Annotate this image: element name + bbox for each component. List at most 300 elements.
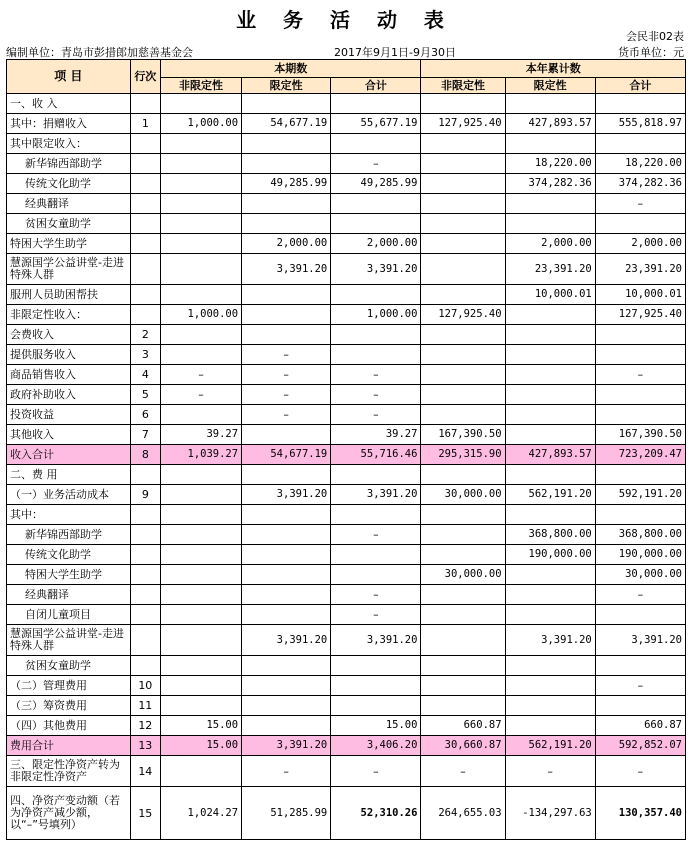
value-cell: 23,391.20 <box>595 254 685 285</box>
value-cell: 2,000.00 <box>331 234 421 254</box>
table-row <box>7 425 686 445</box>
value-cell <box>242 525 331 545</box>
row-line-number <box>130 254 160 285</box>
value-cell <box>331 696 421 716</box>
value-cell: 3,391.20 <box>331 625 421 656</box>
row-line-number: 7 <box>130 425 160 445</box>
row-line-number: 4 <box>130 365 160 385</box>
value-cell: – <box>331 756 421 787</box>
value-cell: 3,406.20 <box>331 736 421 756</box>
value-cell <box>331 465 421 485</box>
value-cell <box>505 565 595 585</box>
row-label: 提供服务收入 <box>7 345 131 365</box>
value-cell: 3,391.20 <box>242 485 331 505</box>
row-line-number: 13 <box>130 736 160 756</box>
table-row <box>7 174 686 194</box>
value-cell <box>242 325 331 345</box>
value-cell: 374,282.36 <box>595 174 685 194</box>
value-cell: – <box>421 756 505 787</box>
value-cell <box>242 214 331 234</box>
value-cell: 54,677.19 <box>242 445 331 465</box>
value-cell <box>505 716 595 736</box>
row-line-number <box>130 154 160 174</box>
value-cell <box>331 565 421 585</box>
value-cell <box>421 656 505 676</box>
value-cell <box>161 465 242 485</box>
row-line-number: 12 <box>130 716 160 736</box>
value-cell <box>421 174 505 194</box>
value-cell: 1,039.27 <box>161 445 242 465</box>
value-cell: 1,000.00 <box>331 305 421 325</box>
value-cell <box>161 134 242 154</box>
row-line-number <box>130 505 160 525</box>
value-cell <box>331 676 421 696</box>
row-line-number: 3 <box>130 345 160 365</box>
table-row <box>7 234 686 254</box>
row-line-number <box>130 585 160 605</box>
value-cell <box>242 94 331 114</box>
value-cell: – <box>242 365 331 385</box>
row-label: 收入合计 <box>7 445 131 465</box>
value-cell <box>161 565 242 585</box>
value-cell <box>505 465 595 485</box>
value-cell: – <box>161 385 242 405</box>
value-cell <box>242 585 331 605</box>
value-cell <box>421 625 505 656</box>
value-cell <box>595 656 685 676</box>
value-cell <box>161 625 242 656</box>
value-cell: 368,800.00 <box>505 525 595 545</box>
table-body <box>7 94 686 840</box>
row-line-number: 10 <box>130 676 160 696</box>
row-label: （四）其他费用 <box>7 716 131 736</box>
value-cell <box>505 585 595 605</box>
value-cell <box>505 425 595 445</box>
value-cell <box>505 214 595 234</box>
value-cell <box>595 214 685 234</box>
table-row <box>7 787 686 840</box>
value-cell: 39.27 <box>331 425 421 445</box>
value-cell <box>242 696 331 716</box>
value-cell: – <box>331 365 421 385</box>
value-cell <box>505 405 595 425</box>
report-title: 业 务 活 动 表 <box>236 8 454 32</box>
value-cell <box>161 545 242 565</box>
value-cell <box>161 154 242 174</box>
table-row <box>7 325 686 345</box>
row-label: 慧源国学公益讲堂-走进特殊人群 <box>7 254 131 285</box>
value-cell <box>161 234 242 254</box>
value-cell <box>595 94 685 114</box>
header-ytd-total: 合计 <box>595 78 685 94</box>
value-cell <box>421 345 505 365</box>
value-cell <box>331 656 421 676</box>
value-cell <box>331 94 421 114</box>
row-label: 慧源国学公益讲堂-走进特殊人群 <box>7 625 131 656</box>
row-line-number <box>130 525 160 545</box>
value-cell: 15.00 <box>161 716 242 736</box>
value-cell: 39.27 <box>161 425 242 445</box>
value-cell: 3,391.20 <box>242 625 331 656</box>
value-cell: – <box>331 385 421 405</box>
report-meta <box>6 44 684 58</box>
value-cell <box>161 174 242 194</box>
value-cell: 167,390.50 <box>595 425 685 445</box>
value-cell: 562,191.20 <box>505 485 595 505</box>
row-label: 传统文化助学 <box>7 174 131 194</box>
row-line-number: 8 <box>130 445 160 465</box>
row-line-number <box>130 465 160 485</box>
value-cell <box>161 194 242 214</box>
row-line-number <box>130 194 160 214</box>
value-cell: 3,391.20 <box>505 625 595 656</box>
value-cell <box>242 305 331 325</box>
table-row <box>7 525 686 545</box>
table-row <box>7 285 686 305</box>
value-cell <box>505 676 595 696</box>
value-cell <box>505 605 595 625</box>
value-cell <box>505 656 595 676</box>
table-row <box>7 676 686 696</box>
value-cell <box>505 385 595 405</box>
row-label: （三）筹资费用 <box>7 696 131 716</box>
row-line-number: 14 <box>130 756 160 787</box>
value-cell <box>242 545 331 565</box>
value-cell: 15.00 <box>331 716 421 736</box>
table-row <box>7 625 686 656</box>
value-cell: 3,391.20 <box>331 254 421 285</box>
value-cell: – <box>242 385 331 405</box>
row-line-number: 15 <box>130 787 160 840</box>
row-line-number: 1 <box>130 114 160 134</box>
value-cell <box>242 285 331 305</box>
table-row <box>7 385 686 405</box>
value-cell <box>421 676 505 696</box>
value-cell <box>331 285 421 305</box>
value-cell: 49,285.99 <box>242 174 331 194</box>
row-line-number: 9 <box>130 485 160 505</box>
value-cell: – <box>331 585 421 605</box>
table-row <box>7 254 686 285</box>
value-cell <box>161 505 242 525</box>
period-label: 2017年9月1日-9月30日 <box>334 46 456 59</box>
value-cell <box>505 94 595 114</box>
row-label: 新华锦西部助学 <box>7 525 131 545</box>
value-cell: – <box>595 676 685 696</box>
value-cell <box>161 656 242 676</box>
value-cell <box>421 194 505 214</box>
value-cell <box>595 465 685 485</box>
value-cell <box>242 154 331 174</box>
header-ytd-unrestricted: 非限定性 <box>421 78 505 94</box>
table-row <box>7 605 686 625</box>
header-ytd: 本年累计数 <box>421 60 686 78</box>
value-cell: – <box>595 194 685 214</box>
value-cell: 49,285.99 <box>331 174 421 194</box>
value-cell <box>595 325 685 345</box>
value-cell <box>242 676 331 696</box>
value-cell <box>421 365 505 385</box>
row-label: 其他收入 <box>7 425 131 445</box>
value-cell <box>331 505 421 525</box>
row-label: 贫困女童助学 <box>7 214 131 234</box>
row-line-number: 5 <box>130 385 160 405</box>
value-cell <box>421 254 505 285</box>
activity-table <box>6 59 686 840</box>
row-line-number <box>130 134 160 154</box>
value-cell: 562,191.20 <box>505 736 595 756</box>
value-cell <box>421 605 505 625</box>
value-cell <box>421 696 505 716</box>
value-cell: – <box>595 585 685 605</box>
row-line-number <box>130 285 160 305</box>
value-cell <box>331 345 421 365</box>
header-ytd-restricted: 限定性 <box>505 78 595 94</box>
value-cell: 52,310.26 <box>331 787 421 840</box>
value-cell <box>595 505 685 525</box>
value-cell <box>505 305 595 325</box>
table-row <box>7 214 686 234</box>
row-label: 特困大学生助学 <box>7 565 131 585</box>
value-cell: 18,220.00 <box>595 154 685 174</box>
row-line-number <box>130 214 160 234</box>
value-cell <box>242 565 331 585</box>
value-cell <box>242 134 331 154</box>
value-cell: – <box>331 605 421 625</box>
value-cell: -134,297.63 <box>505 787 595 840</box>
value-cell: 555,818.97 <box>595 114 685 134</box>
value-cell: 167,390.50 <box>421 425 505 445</box>
value-cell <box>421 505 505 525</box>
value-cell: – <box>505 756 595 787</box>
value-cell: 10,000.01 <box>505 285 595 305</box>
row-label: 贫困女童助学 <box>7 656 131 676</box>
value-cell <box>505 194 595 214</box>
value-cell: 2,000.00 <box>242 234 331 254</box>
value-cell <box>242 194 331 214</box>
table-row <box>7 545 686 565</box>
value-cell <box>242 505 331 525</box>
row-line-number: 6 <box>130 405 160 425</box>
row-label: （二）管理费用 <box>7 676 131 696</box>
value-cell: 18,220.00 <box>505 154 595 174</box>
value-cell: 15.00 <box>161 736 242 756</box>
header-current: 本期数 <box>161 60 421 78</box>
value-cell: 295,315.90 <box>421 445 505 465</box>
row-label: 新华锦西部助学 <box>7 154 131 174</box>
value-cell: 30,000.00 <box>421 485 505 505</box>
row-label: 其中： <box>7 505 131 525</box>
value-cell <box>331 194 421 214</box>
form-code: 会民非02表 <box>626 30 684 43</box>
value-cell: 127,925.40 <box>595 305 685 325</box>
table-row <box>7 736 686 756</box>
value-cell: 3,391.20 <box>331 485 421 505</box>
value-cell <box>505 696 595 716</box>
table-row <box>7 94 686 114</box>
row-label: 经典翻译 <box>7 194 131 214</box>
value-cell: 2,000.00 <box>595 234 685 254</box>
row-line-number <box>130 565 160 585</box>
table-row <box>7 114 686 134</box>
value-cell: – <box>595 756 685 787</box>
header-cur-unrestricted: 非限定性 <box>161 78 242 94</box>
value-cell: 55,716.46 <box>331 445 421 465</box>
value-cell <box>421 385 505 405</box>
table-row <box>7 445 686 465</box>
value-cell: 723,209.47 <box>595 445 685 465</box>
header-line: 行次 <box>130 60 160 94</box>
value-cell <box>161 94 242 114</box>
value-cell <box>421 134 505 154</box>
row-line-number <box>130 625 160 656</box>
value-cell: 427,893.57 <box>505 445 595 465</box>
value-cell <box>161 325 242 345</box>
row-label: 服刑人员助困帮扶 <box>7 285 131 305</box>
value-cell: – <box>331 154 421 174</box>
table-row <box>7 696 686 716</box>
value-cell: 660.87 <box>421 716 505 736</box>
row-label: 投资收益 <box>7 405 131 425</box>
table-row <box>7 305 686 325</box>
row-label: 政府补助收入 <box>7 385 131 405</box>
row-label: 一、收 入 <box>7 94 131 114</box>
row-label: 特困大学生助学 <box>7 234 131 254</box>
value-cell <box>331 214 421 234</box>
value-cell: 374,282.36 <box>505 174 595 194</box>
value-cell: 264,655.03 <box>421 787 505 840</box>
value-cell: 592,852.07 <box>595 736 685 756</box>
row-label: 传统文化助学 <box>7 545 131 565</box>
value-cell <box>505 365 595 385</box>
value-cell: – <box>242 756 331 787</box>
value-cell <box>161 605 242 625</box>
value-cell: 23,391.20 <box>505 254 595 285</box>
value-cell: – <box>331 525 421 545</box>
row-label: 二、费 用 <box>7 465 131 485</box>
value-cell: 2,000.00 <box>505 234 595 254</box>
value-cell <box>161 214 242 234</box>
table-row <box>7 154 686 174</box>
value-cell: 1,024.27 <box>161 787 242 840</box>
row-label: 三、限定性净资产转为非限定性净资产 <box>7 756 131 787</box>
table-row <box>7 345 686 365</box>
value-cell <box>161 254 242 285</box>
value-cell <box>161 696 242 716</box>
currency-label: 货币单位：元 <box>618 46 684 59</box>
table-row <box>7 756 686 787</box>
value-cell <box>161 285 242 305</box>
value-cell <box>595 134 685 154</box>
value-cell: 427,893.57 <box>505 114 595 134</box>
value-cell <box>161 345 242 365</box>
value-cell <box>421 525 505 545</box>
value-cell <box>505 345 595 365</box>
value-cell <box>161 485 242 505</box>
value-cell <box>421 154 505 174</box>
row-line-number <box>130 545 160 565</box>
value-cell: 51,285.99 <box>242 787 331 840</box>
value-cell <box>161 585 242 605</box>
value-cell <box>421 405 505 425</box>
table-row <box>7 585 686 605</box>
value-cell <box>421 94 505 114</box>
value-cell <box>421 214 505 234</box>
row-line-number <box>130 174 160 194</box>
value-cell: – <box>595 365 685 385</box>
value-cell: 1,000.00 <box>161 114 242 134</box>
value-cell: 10,000.01 <box>595 285 685 305</box>
value-cell <box>505 505 595 525</box>
value-cell: 30,660.87 <box>421 736 505 756</box>
value-cell <box>595 345 685 365</box>
value-cell: 127,925.40 <box>421 114 505 134</box>
table-row <box>7 485 686 505</box>
value-cell <box>421 234 505 254</box>
value-cell <box>242 425 331 445</box>
row-label: （一）业务活动成本 <box>7 485 131 505</box>
table-row <box>7 505 686 525</box>
header-item: 项 目 <box>7 60 131 94</box>
value-cell <box>505 134 595 154</box>
value-cell: 30,000.00 <box>421 565 505 585</box>
row-label: 会费收入 <box>7 325 131 345</box>
value-cell: – <box>242 405 331 425</box>
value-cell: 127,925.40 <box>421 305 505 325</box>
row-label: 商品销售收入 <box>7 365 131 385</box>
value-cell <box>505 325 595 345</box>
value-cell <box>595 405 685 425</box>
table-row <box>7 134 686 154</box>
value-cell <box>242 465 331 485</box>
row-label: 四、净资产变动额（若为净资产减少额，以“–”号填列） <box>7 787 131 840</box>
table-row <box>7 656 686 676</box>
row-label: 自闭儿童项目 <box>7 605 131 625</box>
table-row <box>7 716 686 736</box>
row-label: 非限定性收入： <box>7 305 131 325</box>
value-cell <box>421 325 505 345</box>
row-line-number <box>130 305 160 325</box>
value-cell <box>161 525 242 545</box>
row-label: 其中：捐赠收入 <box>7 114 131 134</box>
value-cell: 130,357.40 <box>595 787 685 840</box>
table-row <box>7 365 686 385</box>
value-cell: 3,391.20 <box>595 625 685 656</box>
row-line-number: 2 <box>130 325 160 345</box>
org-label: 编制单位：青岛市彭措郎加慈善基金会 <box>6 46 193 59</box>
row-line-number: 11 <box>130 696 160 716</box>
header-cur-total: 合计 <box>331 78 421 94</box>
value-cell <box>331 325 421 345</box>
value-cell <box>161 756 242 787</box>
value-cell: 30,000.00 <box>595 565 685 585</box>
value-cell: 592,191.20 <box>595 485 685 505</box>
table-row <box>7 405 686 425</box>
value-cell: 3,391.20 <box>242 736 331 756</box>
value-cell <box>421 545 505 565</box>
value-cell: – <box>161 365 242 385</box>
value-cell <box>242 656 331 676</box>
value-cell: 55,677.19 <box>331 114 421 134</box>
row-line-number <box>130 605 160 625</box>
value-cell: 190,000.00 <box>505 545 595 565</box>
row-line-number <box>130 656 160 676</box>
row-line-number <box>130 234 160 254</box>
value-cell: 660.87 <box>595 716 685 736</box>
value-cell: – <box>242 345 331 365</box>
value-cell <box>421 465 505 485</box>
value-cell <box>421 285 505 305</box>
